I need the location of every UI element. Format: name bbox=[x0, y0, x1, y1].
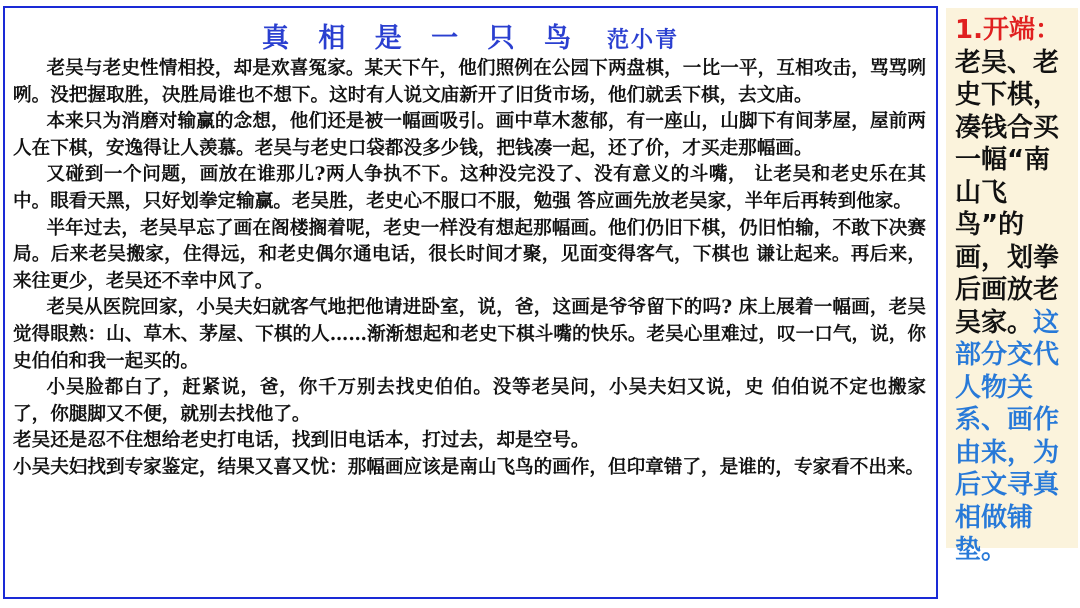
document-body bbox=[13, 56, 926, 482]
document-title: 真 相 是 一 只 鸟 bbox=[261, 23, 581, 54]
document-panel bbox=[3, 6, 938, 599]
paragraph-6: 小吴脸都白了，赶紧说，爸，你千万别去找史伯伯。没等老吴问，小吴夫妇又说，史 伯伯说不定也搬家了，你腿脚又不便，就别去找他了。 bbox=[13, 377, 926, 425]
paragraph-7: 老吴还是忍不住想给老史打电话，找到旧电话本，打过去，却是空号。 bbox=[13, 430, 590, 452]
annotation-summary: 老吴、老史下棋，凑钱合买一幅“南山飞鸟”的画，划拳后画放老吴家。 bbox=[955, 47, 1060, 338]
annotation-heading: 1.开端： bbox=[955, 15, 1061, 45]
paragraph-5: 老吴从医院回家，小吴夫妇就客气地把他请进卧室，说，爸，这画是爷爷留下的吗? 床上展着一幅画，老吴觉得眼熟：山、草木、茅屋、下棋的人……渐渐想起和老史下棋斗嘴的快乐。老吴心里难过，叹一口气，说，你史伯伯和我一起买的。 bbox=[13, 297, 926, 372]
annotation-panel bbox=[946, 8, 1078, 565]
paragraph-3: 又碰到一个问题，画放在谁那儿?两人争执不下。这种没完没了、没有意义的斗嘴， 让老吴和老史乐在其中。眼看天黑，只好划拳定输赢。老吴胜，老史心不服口不服，勉强 答应画先放老吴家，半年后再转到他家。 bbox=[13, 164, 926, 212]
paragraph-1: 老吴与老史性情相投，却是欢喜冤家。某天下午，他们照例在公园下两盘棋，一比一平，互相攻击，骂骂咧咧。没把握取胜，决胜局谁也不想下。这时有人说文庙新开了旧货市场，他们就丢下棋，去文庙。 bbox=[13, 58, 926, 106]
paragraph-4: 半年过去，老吴早忘了画在阁楼搁着呢，老史一样没有想起那幅画。他们仍旧下棋，仍旧怕输，不敢下决赛局。后来老吴搬家，住得远，和老史偶尔通电话，很长时间才聚，见面变得客气，下棋也 谦让起来。再后来，来往更少，老吴还不幸中风了。 bbox=[13, 217, 926, 292]
document-title-line bbox=[5, 16, 936, 55]
document-author: 范小青 bbox=[606, 27, 679, 53]
paragraph-2: 本来只为消磨对输赢的念想，他们还是被一幅画吸引。画中草木葱郁，有一座山，山脚下有间茅屋，屋前两人在下棋，安逸得让人羡慕。老吴与老史口袋都没多少钱，把钱凑一起，还了价，才买走那幅画。 bbox=[13, 111, 926, 159]
annotation-note: 这部分交代人物关系、画作由来，为后文寻真相做铺垫。 bbox=[955, 307, 1060, 565]
annotation-text bbox=[955, 14, 1075, 567]
paragraph-8: 小吴夫妇找到专家鉴定，结果又喜又忧：那幅画应该是南山飞鸟的画作，但印章错了，是谁的，专家看不出来。 bbox=[13, 456, 925, 478]
